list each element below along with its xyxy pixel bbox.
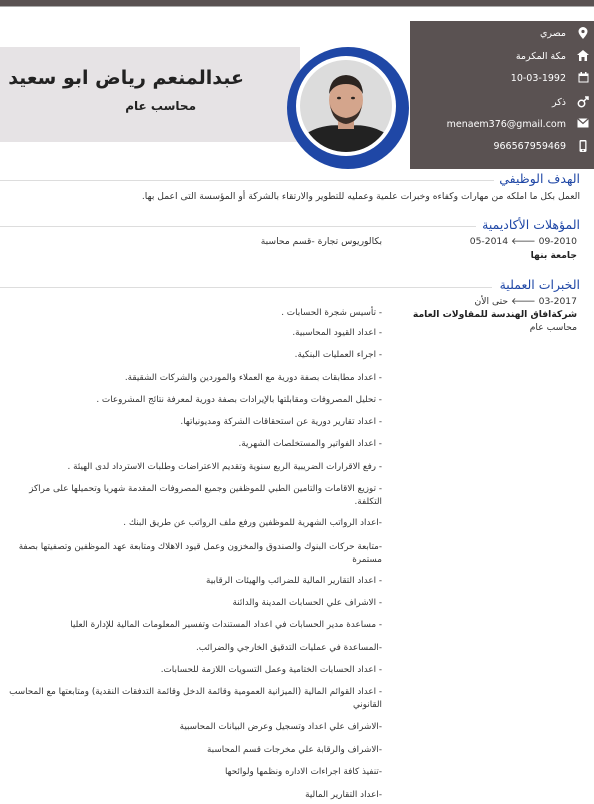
name-panel <box>0 47 300 142</box>
list-item: -المساعدة في عمليات التدقيق الخارجي والضرائب. <box>195 643 382 653</box>
arrow-left-icon: 🡐 <box>511 296 536 307</box>
city: مكة المكرمة <box>515 51 566 62</box>
experience-heading: الخبرات العملية <box>499 277 580 292</box>
education-school: جامعة بنها <box>530 250 577 261</box>
map-pin-icon <box>576 27 590 41</box>
education-dates <box>470 236 577 247</box>
list-item: - الاشراف علي الحسابات المدينة والدائنة <box>232 598 382 608</box>
profile-photo <box>300 60 392 152</box>
calendar-icon <box>576 72 590 86</box>
arrow-left-icon: 🡐 <box>511 236 536 247</box>
list-item: - اعداد الحسابات الختامية وعمل التسويات اللازمة للحسابات. <box>160 665 382 675</box>
list-item: -متابعة حركات البنوك والصندوق والمخزون وعمل قيود الاهلاك ومتابعة عهد الموظفين وتصفيتها بصفة مستمرة <box>18 542 382 565</box>
list-item: - اعداد مطابقات بصفة دورية مع العملاء والموردين والشركات الشقيقة. <box>124 373 382 383</box>
phone-number[interactable]: 966567959469 <box>493 141 566 152</box>
list-item: - اعداد القيود المحاسبية. <box>292 328 382 338</box>
list-item: -اعداد التقارير المالية <box>305 790 382 800</box>
list-item: - رفع الاقرارات الضريبية الربع سنوية وتقديم الاعتراضات وطلبات الاسترداد لدى الهيئة . <box>67 462 382 472</box>
objective-divider <box>0 180 494 181</box>
experience-company: شركةافاق الهندسة للمقاولات العامة <box>412 309 577 320</box>
cv-header <box>0 7 594 162</box>
birth-date: 10-03-1992 <box>510 73 566 84</box>
list-item: -اعداد الرواتب الشهرية للموظفين ورفع ملف الرواتب عن طريق البنك . <box>123 518 382 528</box>
education-divider <box>0 226 476 227</box>
phone-icon <box>576 140 590 154</box>
education-from: 09-2010 <box>538 236 577 247</box>
envelope-icon <box>576 118 590 132</box>
home-icon <box>576 50 590 64</box>
education-degree: بكالوريوس تجارة -قسم محاسبة <box>260 236 382 247</box>
experience-from: 03-2017 <box>538 296 577 307</box>
gender: ذكر <box>552 97 566 108</box>
list-item: - توزيع الاقامات والتامين الطبي للموظفين وجميع المصروفات المقدمة شهريا وتحميلها على مراكز التكلفة. <box>29 484 382 507</box>
gender-icon <box>576 96 590 110</box>
education-to: 05-2014 <box>469 236 509 247</box>
list-item: - اعداد التقارير المالية للضرائب والهيئات الرقابية <box>205 576 382 586</box>
candidate-job-title: محاسب عام <box>125 99 196 113</box>
objective-text: العمل بكل ما املكه من مهارات وكفاءه وخبرات علمية وعمليه للتطوير والارتقاء بالشركة أو المؤسسة التى اعمل بها. <box>141 191 580 202</box>
list-item: - اعداد القوائم المالية (الميزانية العمومية وقائمة الدخل وقائمة التدفقات النقدية) ومتابعتها مع المحاسب القانوني <box>9 687 382 710</box>
experience-dates <box>475 296 577 307</box>
list-item: -تنفيذ كافة اجراءات الاداره ونظمها ولوائحها <box>224 767 382 777</box>
list-item: -الاشراف علي اعداد وتسجيل وعرض البيانات المحاسبية <box>179 722 382 732</box>
list-item: - مساعدة مدير الحسابات في اعداد المستندات وتفسير المعلومات المالية للإدارة العليا <box>70 620 382 630</box>
nationality: مصري <box>539 28 566 39</box>
list-item: - اعداد تقارير دورية عن استحقاقات الشركة ومديونياتها. <box>180 417 382 427</box>
list-item: -الاشراف والرقابة علي مخرجات قسم المحاسبة <box>206 745 382 755</box>
experience-to: حتى الأن <box>474 296 509 307</box>
experience-divider <box>0 287 492 288</box>
list-item: - تحليل المصروفات ومقابلتها بالإيرادات بصفة دورية لمعرفة نتائج المشروعات . <box>96 395 382 405</box>
objective-heading: الهدف الوظيفي <box>499 171 580 186</box>
list-item: - اعداد الفواتير والمستخلصات الشهرية. <box>238 439 382 449</box>
experience-role: محاسب عام <box>529 322 577 333</box>
email[interactable]: menaem376@gmail.com <box>446 119 566 130</box>
candidate-name: عبدالمنعم رياض ابو سعيد <box>8 67 244 89</box>
list-item: - اجراء العمليات البنكية. <box>294 350 382 360</box>
list-item: - تأسيس شجرة الحسابات . <box>281 308 382 318</box>
photo-frame <box>296 56 396 156</box>
education-heading: المؤهلات الأكاديمية <box>482 217 580 232</box>
